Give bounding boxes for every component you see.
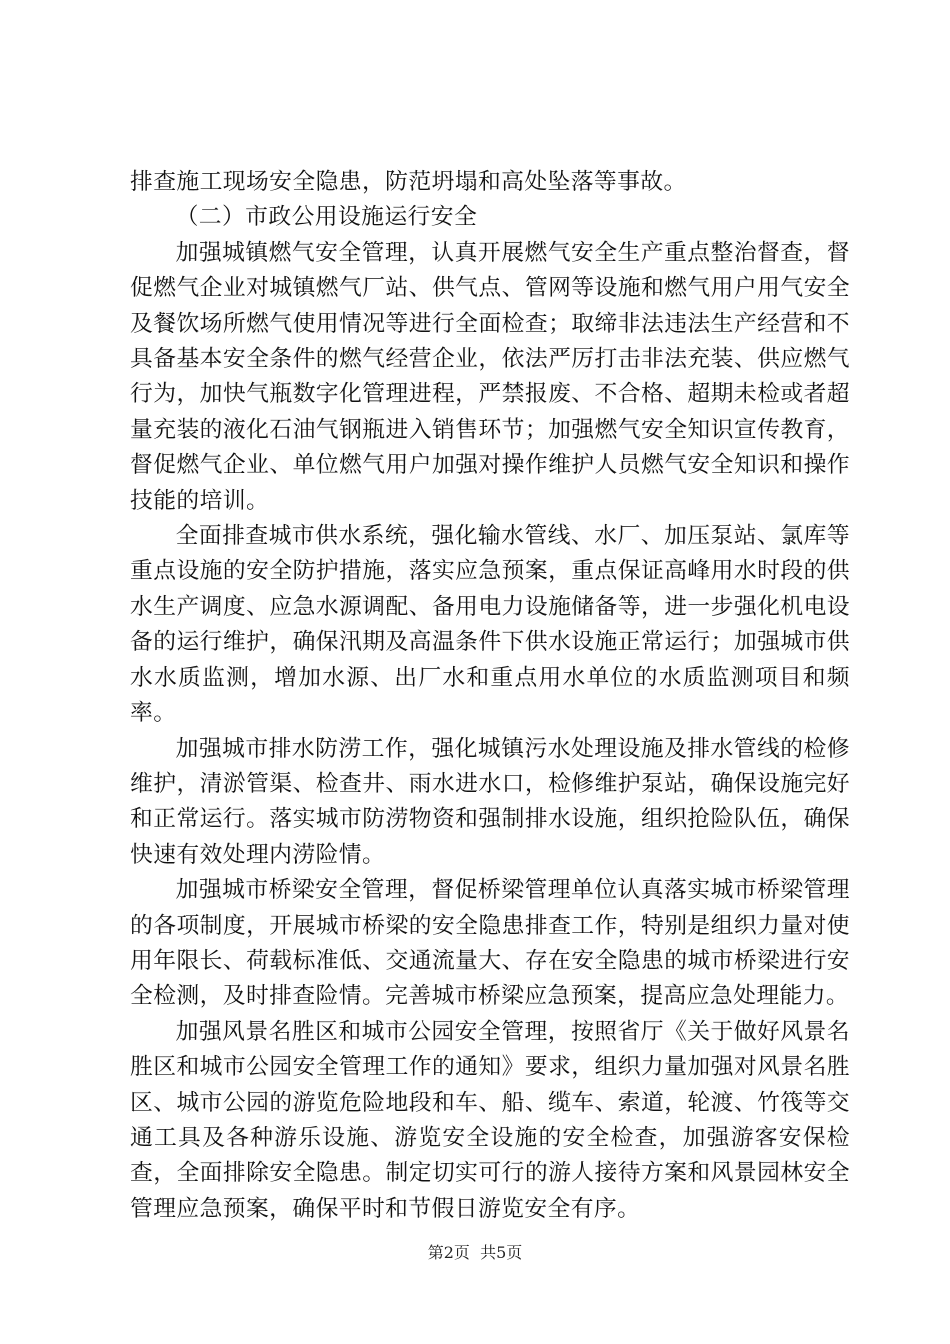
paragraph-scenic-areas: 加强风景名胜区和城市公园安全管理，按照省厅《关于做好风景名胜区和城市公园安全管理工作的通知》要求，组织力量加强对风景名胜区、城市公园的游览危险地段和车、船、缆车、索道，轮渡、竹筏等交通工具及各种游乐设施、游览安全设施的安全检查，加强游客安保检查，全面排除安全隐患。制定切实可行的游人接待方案和风景园林安全管理应急预案，确保平时和节假日游览安全有序。	[130, 1018, 850, 1222]
page-footer	[0, 1242, 950, 1264]
page-total: 共5页	[480, 1243, 523, 1262]
paragraph-continued: 排查施工现场安全隐患，防范坍塌和高处坠落等事故。	[130, 169, 687, 195]
paragraph-gas-safety: 加强城镇燃气安全管理，认真开展燃气安全生产重点整治督查，督促燃气企业对城镇燃气厂站、供气点、管网等设施和燃气用户用气安全及餐饮场所燃气使用情况等进行全面检查；取缔非法违法生产经营和不具备基本安全条件的燃气经营企业，依法严厉打击非法充装、供应燃气行为，加快气瓶数字化管理进程，严禁报废、不合格、超期未检或者超量充装的液化石油气钢瓶进入销售环节；加强燃气安全知识宣传教育，督促燃气企业、单位燃气用户加强对操作维护人员燃气安全知识和操作技能的培训。	[130, 239, 850, 514]
paragraph-water-supply: 全面排查城市供水系统，强化输水管线、水厂、加压泵站、氯库等重点设施的安全防护措施，落实应急预案，重点保证高峰用水时段的供水生产调度、应急水源调配、备用电力设施储备等，进一步强化机电设备的运行维护，确保汛期及高温条件下供水设施正常运行；加强城市供水水质监测，增加水源、出厂水和重点用水单位的水质监测项目和频率。	[130, 523, 850, 727]
document-body	[130, 165, 850, 1227]
paragraph-bridges: 加强城市桥梁安全管理，督促桥梁管理单位认真落实城市桥梁管理的各项制度，开展城市桥梁的安全隐患排查工作，特别是组织力量对使用年限长、荷载标准低、交通流量大、存在安全隐患的城市桥梁进行安全检测，及时排查险情。完善城市桥梁应急预案，提高应急处理能力。	[130, 877, 850, 1010]
section-heading: （二）市政公用设施运行安全	[175, 204, 478, 231]
paragraph-drainage: 加强城市排水防涝工作，强化城镇污水处理设施及排水管线的检修维护，清淤管渠、检查井、雨水进水口，检修维护泵站，确保设施完好和正常运行。落实城市防涝物资和强制排水设施，组织抢险队伍，确保快速有效处理内涝险情。	[130, 735, 850, 868]
page-number: 第2页	[427, 1243, 470, 1262]
